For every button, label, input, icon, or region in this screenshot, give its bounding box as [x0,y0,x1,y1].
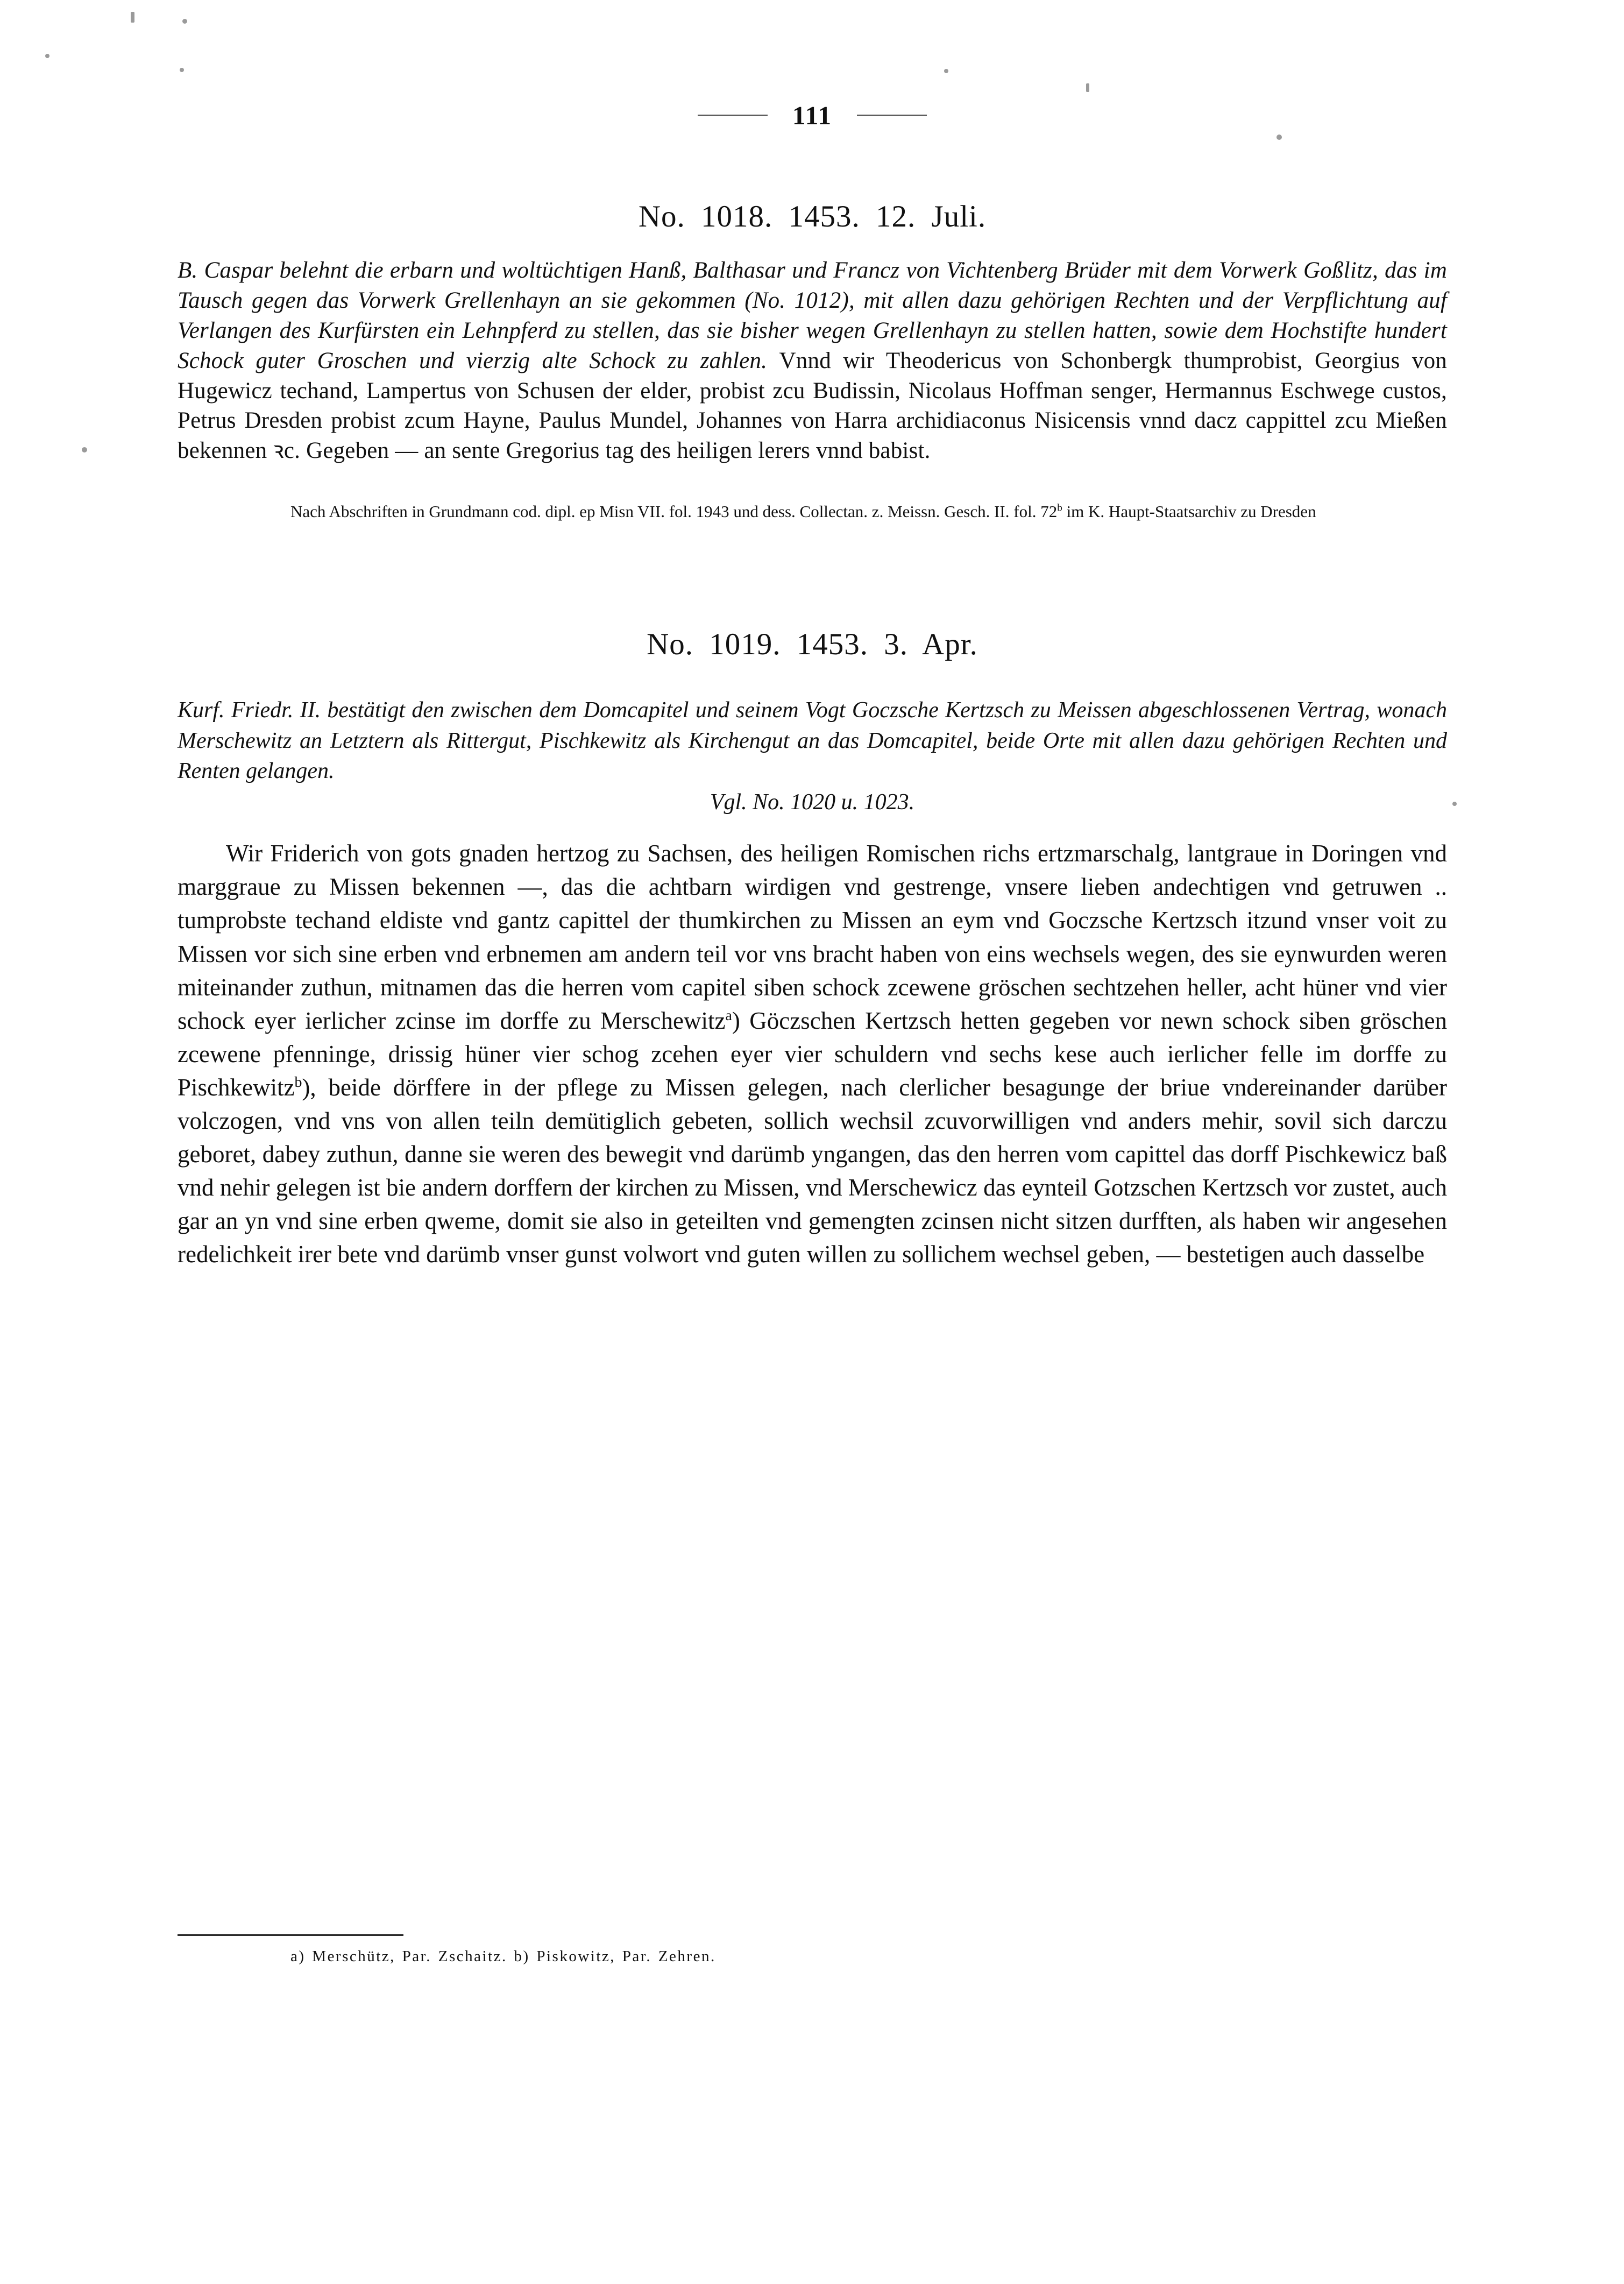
scan-speck [1276,135,1282,140]
page-content [178,199,1447,1271]
document-heading-1019: No. 1019. 1453. 3. Apr. [647,627,978,662]
footnote-block [178,1934,1447,1965]
document-abstract-1018 [178,256,1447,466]
scan-speck [182,19,187,24]
source-note-line-2-post: im K. Haupt-Staatsarchiv zu Dresden [1062,502,1316,521]
scan-speck [1086,83,1089,92]
scan-speck [944,69,948,73]
source-note-line-2-pre: Gesch. II. fol. 72 [944,502,1058,521]
document-body-1019 [178,837,1447,1271]
head-rule-right [857,115,927,116]
scan-speck [1452,802,1457,806]
footnote-marker-a: a [725,1007,732,1024]
document-entry-1018 [178,199,1447,524]
head-rule-left [698,115,768,116]
abstract-roman-text: Vnnd wir Theodericus von Schonbergk thumprobist, Georgius von Hugewicz techand, Lampertus von Schusen der elder, probist zcu Budissin, Nicolaus Hoffman senger, Hermannus Eschwege custos, Petrus Dresden probist zcum Hayne, Paulus Mundel, Johannes von Harra archidiaconus Nisicensis vnnd dacz cappittel zcu Mießen bekennen ꝛc. Gegeben — an sente Gregorius tag des heiligen lerers vnnd babist. [178,348,1447,464]
body-text-part-1: Wir Friderich von gots gnaden hertzog zu Sachsen, des heiligen Romischen richs ertzmarschalg, lantgraue in Doringen vnd marggraue zu Missen bekennen —, das die achtbarn wirdigen vnd gestrenge, vnsere lieben andechtigen vnd getruwen .. tumprobste techand eldiste vnd gantz capittel der thumkirchen zu Missen an eym vnd Goczsche Kertzsch itzund vnser voit zu Missen vor sich sine erben vnd erbnemen am andern teil vor vns bracht haben von eins wechsels wegen, des sie eynwurden weren miteinander zuthun, mitnamen das die herren vom capitel siben schock zcewene gröschen sechtzehen heller, acht hüner vnd vier schock eyer ierlicher zcinse im dorffe zu Merschewitz [178,840,1447,1034]
document-heading-1018: No. 1018. 1453. 12. Juli. [638,200,987,234]
scan-speck [131,12,134,23]
abstract-italic-text: B. Caspar belehnt die erbarn und woltüchtigen Hanß, Balthasar und Francz von Vichtenberg Brüder mit dem Vorwerk Goßlitz, das im Tausch gegen das Vorwerk Grellenhayn an sie gekommen (No. 1012), mit allen dazu gehörigen Rechten und der Verpflichtung auf Verlangen des Kurfürsten ein Lehnpferd zu stellen, das sie bisher wegen Grellenhayn zu stellen hatten, sowie dem Hochstifte hundert Schock guter Groschen und vierzig alte Schock zu zahlen. [178,258,1447,373]
document-abstract-1019: Kurf. Friedr. II. bestätigt den zwischen dem Domcapitel und seinem Vogt Goczsche Kertzsch zu Meissen abgeschlossenen Vertrag, wonach Merschewitz an Letztern als Rittergut, Pischkewitz als Kirchengut an das Domcapitel, beide Orte mit allen dazu gehörigen Rechten und Renten gelangen. [178,698,1447,784]
source-note-line-1: Nach Abschriften in Grundmann cod. dipl. ep Misn VII. fol. 1943 und dess. Collectan. z. Meissn. [290,502,940,521]
scan-speck [180,68,184,72]
body-text-part-3: ), beide dörffere in der pflege zu Missen gelegen, nach clerlicher besagunge der briue vndereinander darüber volczogen, vnd vns von allen teiln demütiglich gebeten, sollich wechsil zcuvorwilligen vnd anders mehir, sovil sich darczu geboret, dabey zuthun, danne sie weren des bewegit vnd darümb yngangen, das den herren vom capittel das dorff Pischkewicz baß vnd nehir gelegen ist bie andern dorffern der kirchen zu Missen, vnd Merschewicz das eynteil Gotzschen Kertzsch vor zustet, auch gar an yn vnd sine erben qweme, domit sie also in geteilten vnd gemengten zcinsen nicht sitzen durfften, als haben wir angesehen redelichkeit irer bete vnd darümb vnser gunst volwort vnd guten willen zu sollichem wechsel geben, — bestetigen auch dasselbe [178,1073,1447,1268]
source-note-1018 [178,499,1447,524]
scan-speck [45,54,49,58]
body-text-part-2: ) Göczschen Kertzsch hetten gegeben vor newn schock siben gröschen zcewene pfenninge, drissig hüner vier schog zcehen eyer vier schuldern vnd sechs kese auch ierlicher felle im dorffe zu Pischkewitz [178,1007,1447,1101]
footnote-line: a) Merschütz, Par. Zschaitz. b) Piskowitz, Par. Zehren. [290,1948,716,1965]
document-entry-1019 [178,627,1447,1271]
scan-speck [82,447,87,452]
footnote-marker-b: b [294,1073,302,1091]
document-crossref-1019: Vgl. No. 1020 u. 1023. [710,790,915,815]
running-head [178,102,1447,129]
page-number: 111 [792,101,833,130]
source-note-superscript: b [1057,502,1062,514]
